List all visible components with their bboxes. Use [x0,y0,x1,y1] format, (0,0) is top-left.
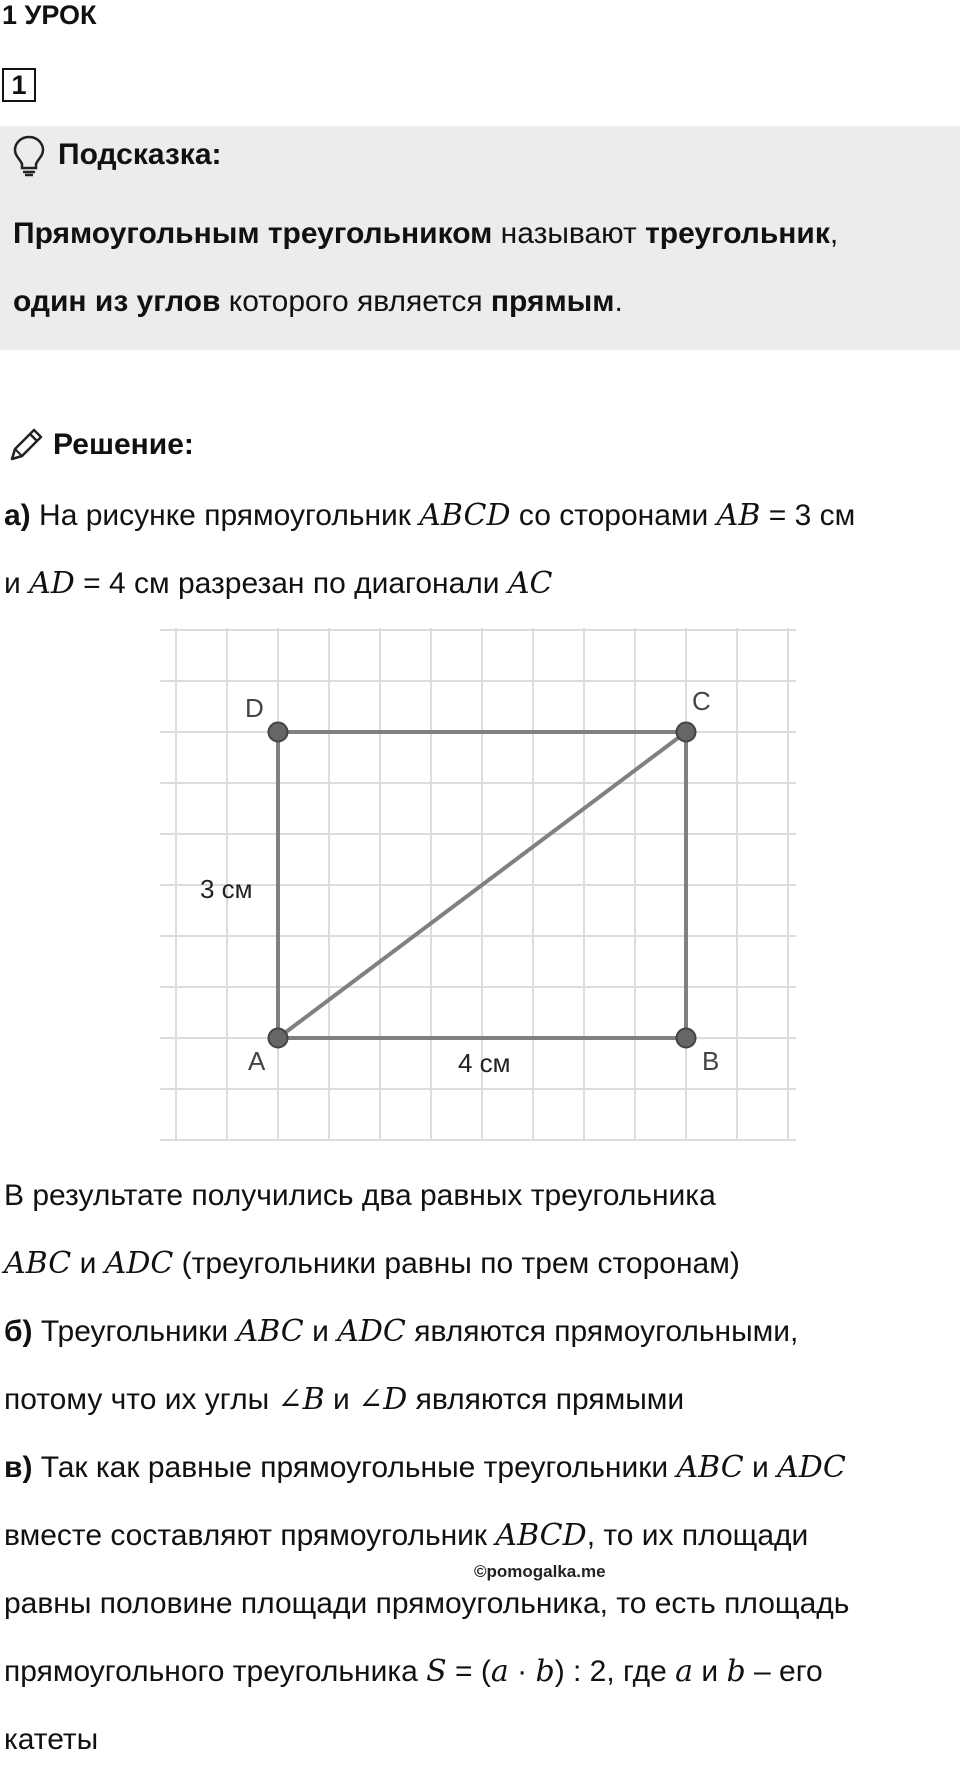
part-b-t3: являются прямоугольными, [405,1315,799,1348]
label-c: C [692,686,711,716]
hint-text-3: которого является [220,285,491,318]
part-c-t5: равны половине площади прямоугольника, то есть площадь [4,1587,850,1620]
part-c-t8: · [508,1655,536,1688]
part-b-label: б) [4,1315,33,1348]
part-c-t12: катеты [4,1723,99,1756]
part-a-m1: ABCD [419,498,511,533]
watermark: ©pomogalka.me [474,1562,606,1581]
part-a-m2: AB [716,498,761,533]
lesson-title: 1 УРОК [2,0,97,30]
point-b [677,1029,696,1048]
lightbulb-icon [12,134,46,178]
part-c-m8: b [726,1654,746,1689]
part-c-t3: вместе составляют прямоугольник [4,1519,496,1552]
result-m2: ADC [104,1246,174,1281]
part-c-t2: и [743,1451,778,1484]
part-c-m3: ABCD [495,1518,587,1553]
part-a-text [4,482,954,618]
hint-bold-2: треугольник [645,217,830,250]
pencil-icon [6,425,46,465]
part-c-t7: = ( [446,1655,491,1688]
part-b-m4: ∠D [358,1382,408,1417]
part-c-t6: прямоугольного треугольника [4,1655,427,1688]
label-side-bottom: 4 см [458,1048,511,1078]
hint-text-2: , [829,217,839,250]
part-c-m4: S [426,1654,447,1689]
part-c-m1: ABC [676,1450,744,1485]
part-b-t5: и [324,1383,359,1416]
hint-bold-1: Прямоугольным треугольником [13,217,493,250]
part-c-t11: – его [745,1655,823,1688]
part-b-t1: Треугольники [32,1315,237,1348]
part-a-t2: со сторонами [510,499,717,532]
point-a [269,1029,288,1048]
part-b-text [4,1298,954,1434]
hint-text [13,200,943,336]
hint-title: Подсказка: [58,138,222,171]
part-c-t10: и [693,1655,727,1688]
point-d [269,723,288,742]
part-a-t3: = 3 см [760,499,856,532]
result-m1: ABC [4,1246,72,1281]
point-c [677,723,696,742]
part-b-t4: потому что их углы [4,1383,278,1416]
part-c-t9: ) : 2, где [554,1655,676,1688]
label-a: A [248,1046,266,1076]
part-a-t4: и [4,567,30,600]
part-a-t1: На рисунке прямоугольник [30,499,420,532]
part-a-t5: = 4 см разрезан по диагонали [74,567,508,600]
solution-title: Решение: [53,428,194,461]
part-a-m3: AD [29,566,75,601]
part-c-m6: b [535,1654,555,1689]
hint-text-1: называют [492,217,646,250]
part-a-m4: AC [507,566,553,601]
part-c-t1: Так как равные прямоугольные треугольники [32,1451,677,1484]
hint-bold-4: прямым [490,285,615,318]
hint-bold-3: один из углов [13,285,221,318]
result-t3: (треугольники равны по трем сторонам) [173,1247,740,1280]
part-a-label: а) [4,499,31,532]
part-b-m2: ADC [337,1314,406,1349]
result-t1: В результате получились два равных треугольника [4,1179,716,1212]
task-number: 1 [2,68,36,102]
part-c-label: в) [4,1451,33,1484]
label-b: B [702,1046,720,1076]
part-b-m3: ∠B [277,1382,325,1417]
result-t2: и [71,1247,105,1280]
part-b-t2: и [303,1315,338,1348]
part-b-m1: ABC [236,1314,304,1349]
part-c-t4: , то их площади [586,1519,809,1552]
label-side-left: 3 см [200,874,253,904]
part-c-m7: a [675,1654,694,1689]
hint-text-4: . [614,285,623,318]
part-c-text [4,1434,954,1774]
part-c-m5: a [490,1654,509,1689]
result-text [4,1162,954,1298]
part-b-t6: являются прямыми [407,1383,685,1416]
part-c-m2: ADC [777,1450,846,1485]
rectangle-diagram [160,622,800,1142]
label-d: D [245,693,264,723]
